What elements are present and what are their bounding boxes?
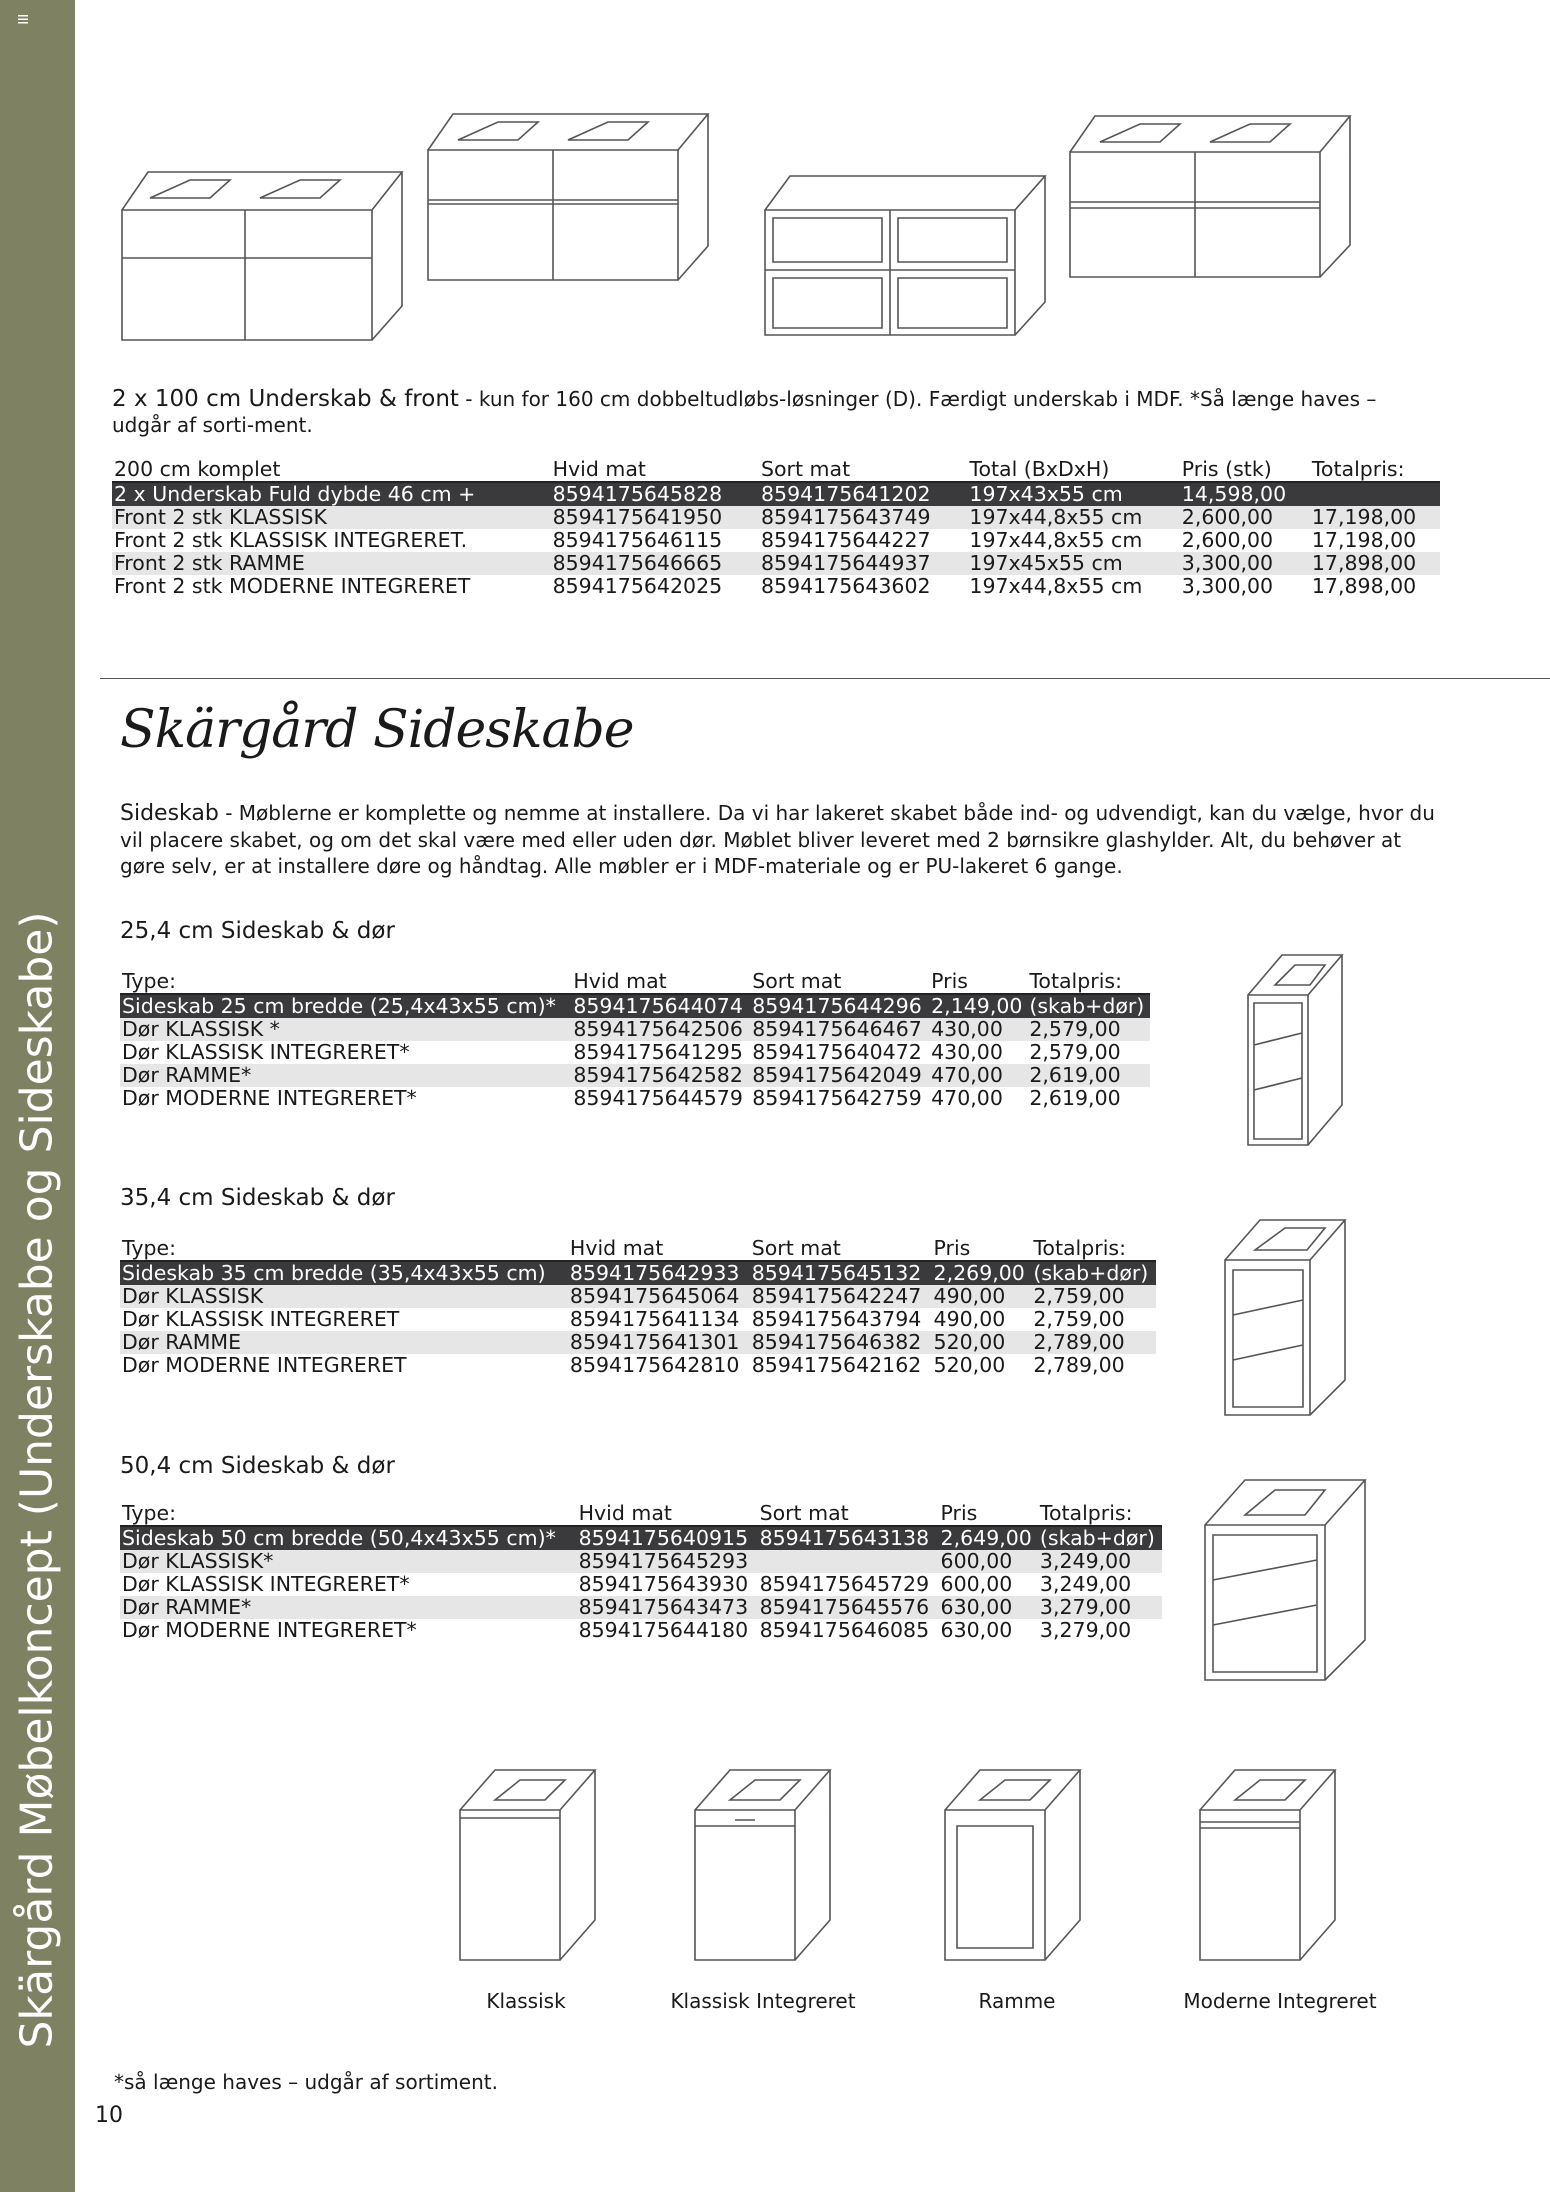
table-cell: Dør RAMME* [120,1596,577,1619]
table-cell: 2,619,00 [1027,1064,1150,1087]
table-cell: 8594175644579 [573,1086,743,1110]
top-block-heading: 2 x 100 cm Underskab & front [112,386,459,412]
double-cabinet-plain-icon [122,172,402,340]
table-cell: 8594175642025 [552,574,723,598]
double-cabinet-frame-icon [765,176,1045,335]
table-cell: 490,00 [933,1307,1006,1331]
table-cell: 8594175645828 [551,482,759,506]
table-cell: 8594175643749 [759,506,967,529]
table-cell: (skab+dør) [1027,994,1150,1018]
table-header-row [120,1237,1156,1261]
door-caption-moderne-integreret: Moderne Integreret [1183,1989,1377,2013]
table-cell: 8594175642049 [750,1064,929,1087]
table-cell: 8594175641202 [759,482,967,506]
section-divider [100,678,1550,679]
table-cell: 8594175643602 [761,574,931,598]
table-row [112,529,1440,552]
table-cell: 2,649,00 [939,1526,1038,1550]
table-header-cell: Hvid mat [568,1237,750,1261]
table-cell: 2,269,00 [932,1261,1032,1285]
table-cell: 197x45x55 cm [967,552,1179,575]
table-row [120,1018,1150,1041]
table-cell: 8594175643138 [758,1526,939,1550]
table-cell: Dør MODERNE INTEGRERET [122,1353,407,1377]
table-cell [1310,482,1440,506]
table-cell: 197x44,8x55 cm [969,528,1143,552]
table-cell: 2,759,00 [1033,1307,1125,1331]
table-cell: 470,00 [931,1086,1003,1110]
table-cell: 14,598,00 [1180,482,1310,506]
table-cell: 3,279,00 [1039,1618,1132,1642]
table-cell: 8594175644180 [578,1618,749,1642]
table-cell: 430,00 [929,1018,1027,1041]
door-caption-klassisk: Klassisk [486,1989,566,2013]
table-row [112,575,1440,598]
table-header-cell: Totalpris: [1031,1237,1156,1261]
table-cell: 8594175646382 [750,1331,932,1354]
table-cell: Dør KLASSISK INTEGRERET* [122,1040,410,1064]
table-cell: 2 x Underskab Fuld dybde 46 cm + [112,482,551,506]
table-cell: Dør KLASSISK INTEGRERET* [122,1572,410,1596]
table-cell: 8594175642933 [568,1261,750,1285]
table-cell: 630,00 [940,1618,1013,1642]
table-cell: 8594175643473 [577,1596,758,1619]
table-cell: 8594175644227 [761,528,931,552]
table-cell: 2,579,00 [1027,1018,1150,1041]
table-cell: 8594175642162 [751,1353,922,1377]
table-cell: (skab+dør) [1038,1526,1162,1550]
table-cell: Front 2 stk KLASSISK INTEGRERET. [114,528,468,552]
table-row [120,1064,1150,1087]
table-cell: Dør MODERNE INTEGRERET* [122,1086,417,1110]
table-header-cell: Sort mat [759,458,967,482]
table-row [112,482,1440,506]
table-cell: 8594175644937 [759,552,967,575]
table-header-cell: Totalpris: [1027,970,1150,994]
table-row [120,1087,1150,1110]
table-cell: Dør RAMME [120,1331,568,1354]
door-style-illustrations [450,1730,1470,1970]
table-cell: 8594175646665 [551,552,759,575]
table-header-cell: Sort mat [750,1237,932,1261]
table-cell: 17,198,00 [1310,506,1440,529]
table-cell: Front 2 stk RAMME [112,552,551,575]
table-header-row [120,970,1150,994]
table-cell: 8594175641950 [551,506,759,529]
table-cell [758,1550,939,1573]
table-cell: (skab+dør) [1031,1261,1156,1285]
table-cell: Dør KLASSISK * [120,1018,571,1041]
table-cell: Dør RAMME* [120,1064,571,1087]
table-header-cell: Hvid mat [577,1502,758,1526]
table-cell: 8594175644296 [750,994,929,1018]
sideskab-35-icon [1215,1190,1395,1420]
table-cell: Dør KLASSISK INTEGRERET [122,1307,400,1331]
table-cell: 17,898,00 [1310,552,1440,575]
double-cabinet-classic-icon [428,114,708,280]
table-header-row [120,1502,1162,1526]
top-spec-table [112,458,1440,598]
table-cell: 2,759,00 [1031,1285,1156,1308]
table-cell: 2,600,00 [1181,528,1274,552]
table-cell: 8594175645293 [577,1550,758,1573]
table-row [112,506,1440,529]
table-cell: 8594175646085 [759,1618,930,1642]
table-header-row [112,458,1440,482]
sideskab-35-table [120,1237,1156,1377]
sidebar-band [0,0,75,2192]
table-row [120,1261,1156,1285]
table-cell: 2,579,00 [1029,1040,1121,1064]
table-cell: 430,00 [931,1040,1003,1064]
table-header-cell: Type: [120,1502,577,1526]
table-header-cell: Total (BxDxH) [967,458,1179,482]
table-row [120,1550,1162,1573]
table-cell: Front 2 stk KLASSISK [112,506,551,529]
table-cell: 197x44,8x55 cm [967,506,1179,529]
table-cell: 3,279,00 [1038,1596,1162,1619]
table-header-cell: Pris (stk) [1180,458,1310,482]
table-cell: 8594175642759 [752,1086,922,1110]
double-cabinet-illustrations [110,110,1360,360]
table-cell: 8594175642810 [569,1353,740,1377]
table-cell: 3,249,00 [1039,1572,1132,1596]
table-cell: 197x43x55 cm [967,482,1179,506]
table-header-cell: 200 cm komplet [112,458,551,482]
table-cell: 520,00 [932,1331,1032,1354]
table-cell: 600,00 [940,1572,1013,1596]
table-header-cell: Type: [120,1237,568,1261]
section-title: Skärgård Sideskabe [120,700,634,760]
table-row [120,1041,1150,1064]
table-header-cell: Totalpris: [1310,458,1440,482]
table-cell: 520,00 [933,1353,1006,1377]
table-cell: 2,789,00 [1033,1353,1125,1377]
table-cell: 470,00 [929,1064,1027,1087]
table-row [120,1285,1156,1308]
table-cell: 8594175642582 [571,1064,750,1087]
table-cell: Sideskab 50 cm bredde (50,4x43x55 cm)* [120,1526,577,1550]
table-cell: 8594175642247 [750,1285,932,1308]
menu-icon [18,14,28,24]
table-cell: Dør MODERNE INTEGRERET* [122,1618,417,1642]
table-header-cell: Totalpris: [1038,1502,1162,1526]
door-moderne-integreret-icon [1200,1770,1335,1960]
door-caption-ramme: Ramme [978,1989,1056,2013]
door-klassisk-icon [460,1770,595,1960]
double-cabinet-modern-icon [1070,116,1350,277]
top-block-description [112,386,1432,438]
table-row [120,1619,1162,1642]
table-cell: 8594175644074 [571,994,750,1018]
table-cell: 2,789,00 [1031,1331,1156,1354]
table-cell: Dør KLASSISK* [120,1550,577,1573]
table-row [120,1596,1162,1619]
table-cell: 8594175645132 [750,1261,932,1285]
table-cell: 8594175643930 [578,1572,749,1596]
door-caption-klassisk-integreret: Klassisk Integreret [670,1989,856,2013]
subtitle-25: 25,4 cm Sideskab & dør [120,918,395,944]
sideskab-25-table [120,970,1150,1110]
top-block-text: - kun for 160 cm dobbeltudløbs-løsninger (D). Færdigt underskab i MDF. *Så længe haves – udgår af sorti-ment. [112,387,1377,437]
door-ramme-icon [945,1770,1080,1960]
table-cell: 8594175640472 [752,1040,922,1064]
table-cell: 3,300,00 [1181,574,1274,598]
table-header-cell: Type: [120,970,571,994]
subtitle-50: 50,4 cm Sideskab & dør [120,1453,395,1479]
table-row [120,1526,1162,1550]
table-cell: 8594175645729 [759,1572,930,1596]
table-cell: 17,898,00 [1311,574,1417,598]
table-row [120,1331,1156,1354]
table-cell: Dør KLASSISK [120,1285,568,1308]
table-row [120,1354,1156,1377]
sideskab-25-icon [1230,925,1380,1155]
table-cell: 3,249,00 [1038,1550,1162,1573]
table-cell: 600,00 [939,1550,1038,1573]
table-cell: 2,149,00 [929,994,1027,1018]
subtitle-35: 35,4 cm Sideskab & dør [120,1185,395,1211]
table-cell: 8594175641134 [569,1307,740,1331]
sidebar-title: Skärgård Møbelkoncept (Underskabe og Sideskabe) [11,911,63,2049]
table-cell: 8594175641295 [573,1040,743,1064]
table-header-cell: Pris [929,970,1027,994]
table-cell: 17,198,00 [1311,528,1417,552]
table-cell: 8594175645064 [568,1285,750,1308]
page-number: 10 [95,2103,123,2128]
section-intro [120,800,1440,879]
table-cell: 2,600,00 [1180,506,1310,529]
table-cell: 630,00 [939,1596,1038,1619]
table-cell: 8594175640915 [577,1526,758,1550]
table-header-cell: Pris [939,1502,1038,1526]
footnote: *så længe haves – udgår af sortiment. [114,2070,498,2094]
intro-heading: Sideskab [120,801,219,826]
table-header-cell: Hvid mat [571,970,750,994]
intro-text: - Møblerne er komplette og nemme at installere. Da vi har lakeret skabet både ind- og udvendigt, kan du vælge, hvor du vil placere skabet, og om det skal være med eller uden dør. Møblet bliver leveret med 2 børnsikre glashylder. Alt, du behøver at gøre selv, er at installere døre og håndtag. Alle møbler er i MDF-materiale og er PU-lakeret 6 gange. [120,801,1435,878]
table-row [120,1308,1156,1331]
table-row [120,1573,1162,1596]
table-cell: 3,300,00 [1180,552,1310,575]
table-row [120,994,1150,1018]
table-cell: 8594175645576 [758,1596,939,1619]
table-cell: 490,00 [932,1285,1032,1308]
table-header-cell: Pris [932,1237,1032,1261]
table-cell: Sideskab 25 cm bredde (25,4x43x55 cm)* [120,994,571,1018]
table-cell: 8594175643794 [751,1307,922,1331]
table-cell: 197x44,8x55 cm [969,574,1143,598]
table-cell: 8594175646115 [552,528,723,552]
table-cell: 8594175642506 [571,1018,750,1041]
table-header-cell: Sort mat [758,1502,939,1526]
table-cell: 8594175641301 [568,1331,750,1354]
table-cell: 2,619,00 [1029,1086,1121,1110]
table-cell: Sideskab 35 cm bredde (35,4x43x55 cm) [120,1261,568,1285]
table-header-cell: Hvid mat [551,458,759,482]
sideskab-50-table [120,1502,1162,1642]
table-cell: Front 2 stk MODERNE INTEGRERET [114,574,471,598]
door-klassisk-integreret-icon [695,1770,830,1960]
table-header-cell: Sort mat [750,970,929,994]
table-row [112,552,1440,575]
sideskab-50-icon [1195,1450,1425,1690]
table-cell: 8594175646467 [750,1018,929,1041]
